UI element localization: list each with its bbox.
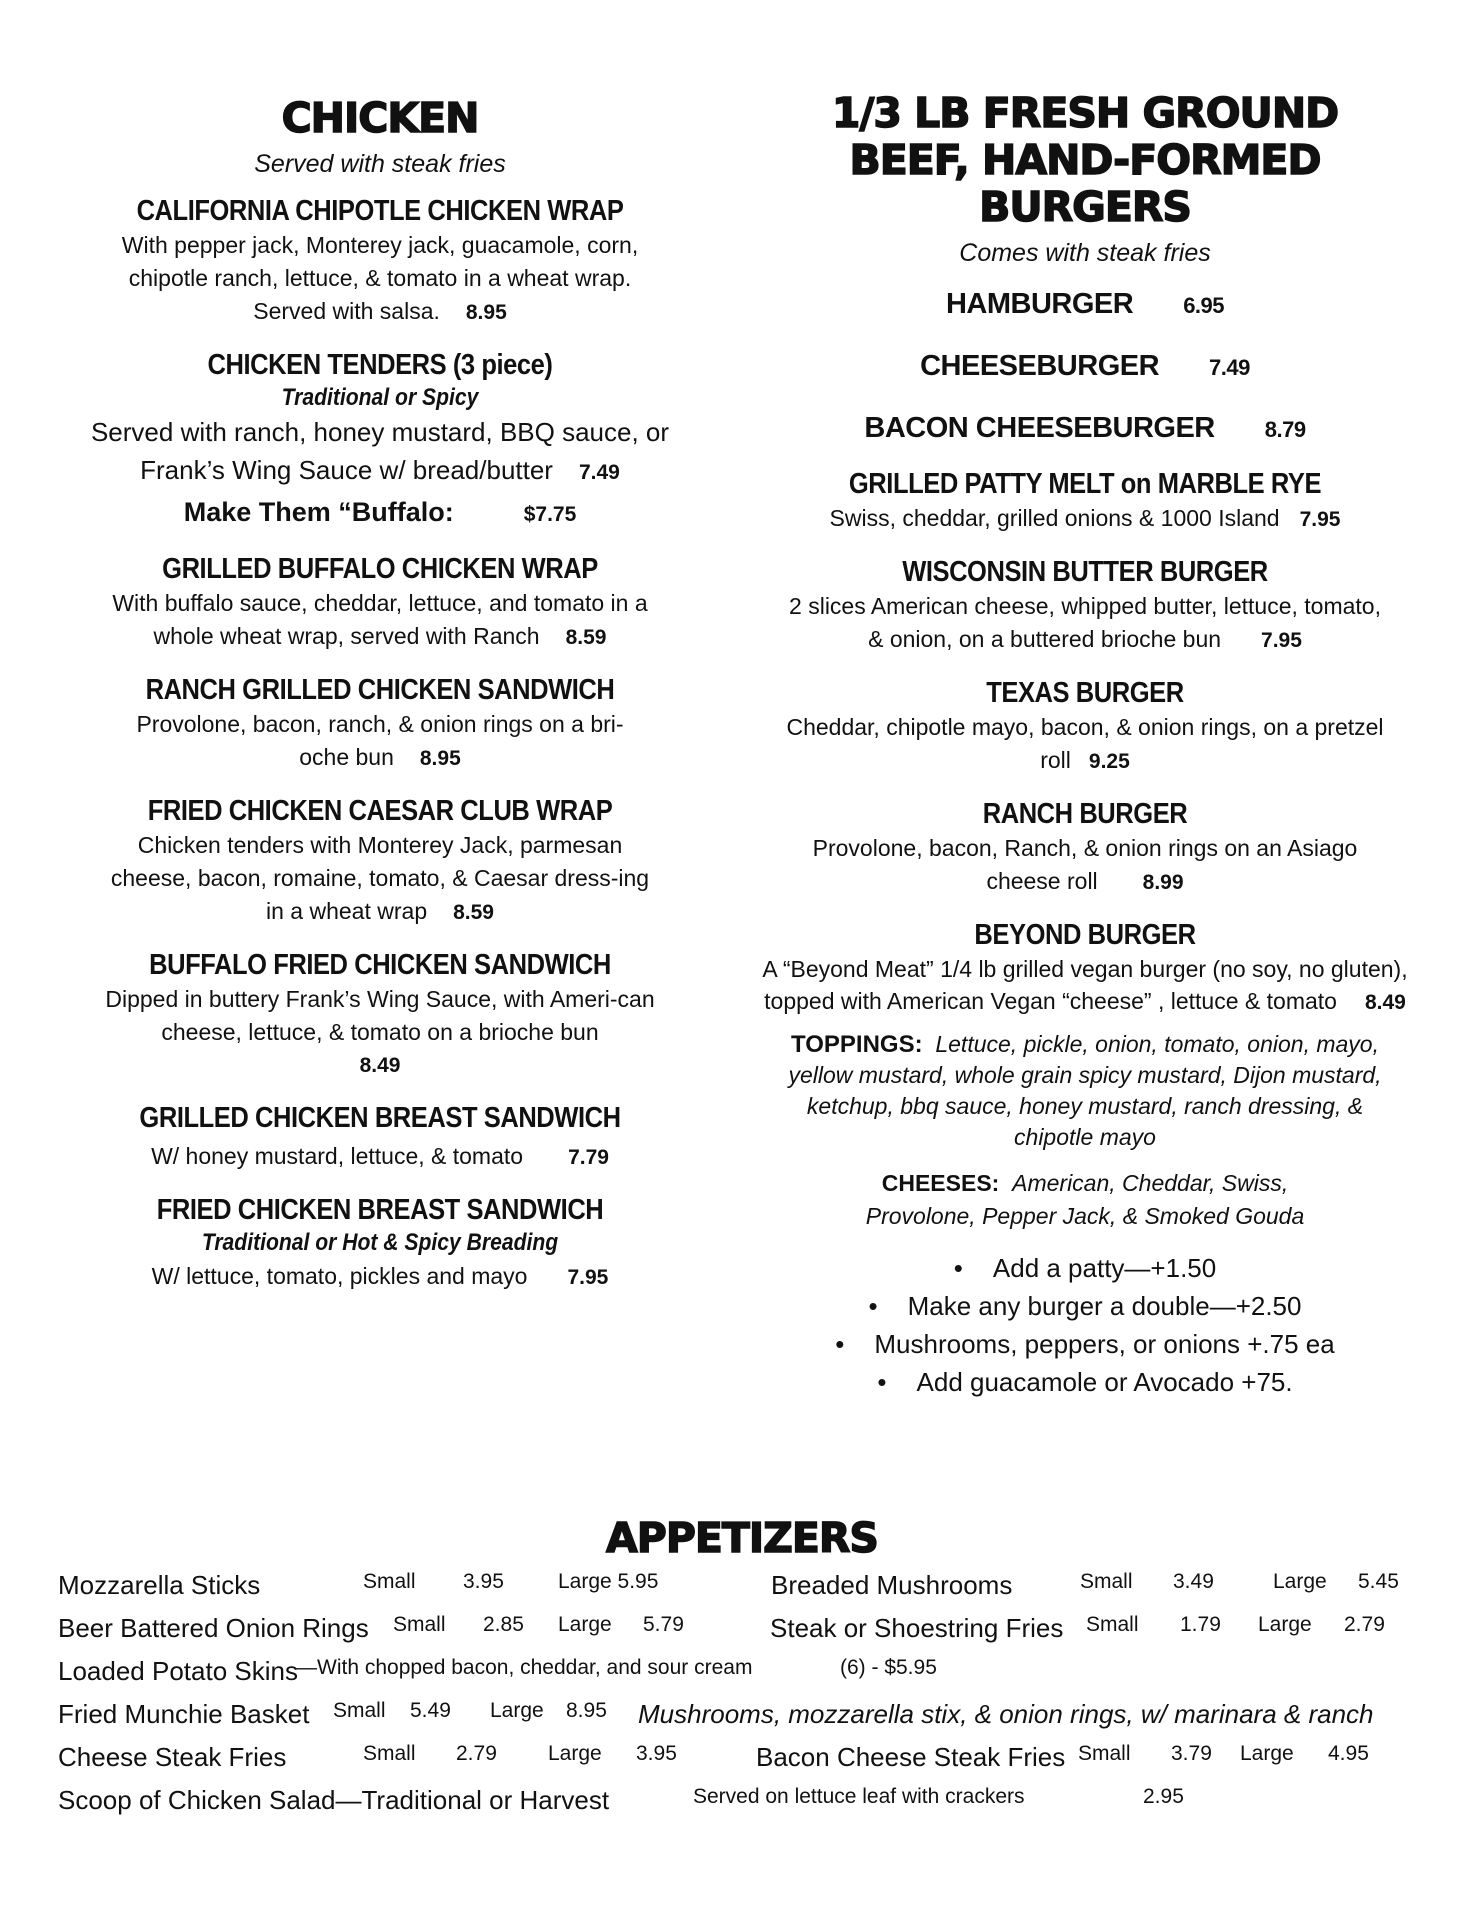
size-label: Small: [1086, 1613, 1139, 1636]
item-name: RANCH BURGER: [982, 798, 1188, 830]
burgers-title: 1/3 LB FRESH GROUND BEEF, HAND-FORMED BURGERS: [831, 89, 1339, 231]
app-name: Fried Munchie Basket: [58, 1699, 310, 1729]
item-price: 8.49: [359, 1054, 401, 1077]
item-name: HAMBURGER: [945, 288, 1134, 320]
cheeses-list: American, Cheddar, Swiss, Provolone, Pepper Jack, & Smoked Gouda: [865, 1170, 1305, 1229]
size-label: Large 5.95: [558, 1570, 659, 1593]
item-desc: With buffalo sauce, cheddar, lettuce, and tomato in a whole wheat wrap, served with Ranch: [112, 590, 648, 649]
item-price: 9.25: [1088, 750, 1130, 773]
item-price: 8.95: [419, 747, 461, 770]
menu-item: [75, 1100, 685, 1174]
size-label: Large: [1240, 1742, 1294, 1765]
app-name: Mozzarella Sticks: [58, 1570, 261, 1600]
toppings-list: Lettuce, pickle, onion, tomato, onion, mayo, yellow mustard, whole grain spicy mustard, Dijon mustard, ketchup, bbq sauce, honey mustard, ranch dressing, & chipotle mayo: [788, 1031, 1382, 1150]
toppings: [760, 1029, 1410, 1153]
cheeses-label: CHEESES:: [881, 1170, 1000, 1196]
item-name: BEYOND BURGER: [974, 919, 1196, 951]
appetizers-table: [58, 1570, 1448, 1828]
menu-item: [760, 348, 1410, 386]
item-desc: W/ honey mustard, lettuce, & tomato: [151, 1143, 524, 1169]
size-label: Small: [363, 1570, 416, 1593]
item-name: FRIED CHICKEN BREAST SANDWICH: [156, 1194, 604, 1226]
price: 3.95: [463, 1570, 504, 1593]
menu-item: [760, 796, 1410, 899]
app-name: Breaded Mushrooms: [771, 1570, 1013, 1600]
cheeses: [760, 1167, 1410, 1233]
burgers-section: [760, 90, 1410, 1401]
size-label: Small: [1078, 1742, 1131, 1765]
item-price: 6.95: [1183, 293, 1225, 318]
app-name: Steak or Shoestring Fries: [770, 1613, 1064, 1643]
size-label: Large: [1258, 1613, 1312, 1636]
menu-item: [75, 1192, 685, 1294]
price: 3.95: [636, 1742, 677, 1765]
item-name: RANCH GRILLED CHICKEN SANDWICH: [145, 674, 615, 706]
size-label: Large: [1273, 1570, 1327, 1593]
app-desc: Mushrooms, mozzarella stix, & onion rings, w/ marinara & ranch: [638, 1699, 1374, 1729]
table-row: [58, 1699, 1448, 1742]
price: 5.79: [643, 1613, 684, 1636]
item-desc: A “Beyond Meat” 1/4 lb grilled vegan burger (no soy, no gluten), topped with American Vegan “cheese” , lettuce & tomato: [762, 956, 1408, 1014]
item-price: 8.59: [453, 901, 494, 924]
item-name: GRILLED PATTY MELT on MARBLE RYE: [848, 468, 1322, 500]
item-name: BACON CHEESEBURGER: [864, 412, 1215, 444]
item-style: Traditional or Hot & Spicy Breading: [201, 1229, 559, 1256]
item-price: 8.95: [465, 301, 507, 324]
price: 3.49: [1173, 1570, 1214, 1593]
size-label: Large: [548, 1742, 602, 1765]
item-name: FRIED CHICKEN CAESAR CLUB WRAP: [147, 795, 613, 827]
item-desc: Cheddar, chipotle mayo, bacon, & onion rings, on a pretzel roll: [786, 714, 1384, 773]
buffalo-label: Make Them “Buffalo:: [183, 497, 454, 527]
item-price: 7.95: [567, 1266, 609, 1289]
list-item: • Make any burger a double—+2.50: [760, 1287, 1410, 1325]
menu-item: [760, 917, 1410, 1019]
item-desc: Swiss, cheddar, grilled onions & 1000 Island: [829, 505, 1280, 531]
buffalo-price: $7.75: [523, 503, 577, 526]
table-row: [58, 1613, 1448, 1656]
item-style: Traditional or Spicy: [281, 384, 479, 411]
menu-item: [75, 672, 685, 775]
price: 2.85: [483, 1613, 524, 1636]
item-name: BUFFALO FRIED CHICKEN SANDWICH: [149, 949, 611, 981]
chicken-subtitle: Served with steak fries: [254, 150, 506, 178]
item-price: 7.49: [578, 461, 620, 484]
menu-item: [760, 286, 1410, 324]
list-item: • Add guacamole or Avocado +75.: [760, 1363, 1410, 1401]
price: 2.79: [456, 1742, 497, 1765]
chicken-title: CHICKEN: [281, 94, 479, 142]
price: 3.79: [1171, 1742, 1212, 1765]
item-price: 8.49: [1364, 991, 1406, 1014]
size-label: Small: [393, 1613, 446, 1636]
appetizers-section: [0, 1515, 1484, 1562]
app-name: Bacon Cheese Steak Fries: [756, 1742, 1066, 1772]
appetizers-title: APPETIZERS: [606, 1514, 878, 1562]
size-label: Large: [558, 1613, 612, 1636]
item-desc: W/ lettuce, tomato, pickles and mayo: [151, 1263, 528, 1289]
chicken-section: [75, 95, 685, 1312]
item-desc: Dipped in buttery Frank’s Wing Sauce, with Ameri-can cheese, lettuce, & tomato on a brioche bun: [105, 986, 655, 1045]
item-desc: 2 slices American cheese, whipped butter, lettuce, tomato, & onion, on a buttered brioche bun: [789, 593, 1381, 652]
price: (6) - $5.95: [840, 1656, 937, 1679]
menu-item: [75, 793, 685, 929]
item-price: 7.95: [1299, 508, 1341, 531]
price: 4.95: [1328, 1742, 1369, 1765]
item-name: TEXAS BURGER: [986, 677, 1184, 709]
item-price: 8.99: [1142, 871, 1184, 894]
item-name: GRILLED BUFFALO CHICKEN WRAP: [162, 553, 598, 585]
item-price: 7.49: [1209, 355, 1250, 380]
size-label: Small: [363, 1742, 416, 1765]
item-desc: Provolone, bacon, Ranch, & onion rings on an Asiago cheese roll: [812, 835, 1358, 894]
item-name: GRILLED CHICKEN BREAST SANDWICH: [139, 1102, 621, 1134]
item-desc: Served with ranch, honey mustard, BBQ sauce, or Frank’s Wing Sauce w/ bread/butter: [90, 417, 670, 485]
item-name: CHICKEN TENDERS (3 piece): [207, 349, 553, 381]
list-item: • Add a patty—+1.50: [760, 1249, 1410, 1287]
price: 2.95: [1143, 1785, 1184, 1808]
menu-item: [75, 551, 685, 654]
menu-item: [75, 193, 685, 329]
app-desc: —With chopped bacon, cheddar, and sour cream: [296, 1656, 753, 1679]
item-desc: With pepper jack, Monterey jack, guacamole, corn, chipotle ranch, lettuce, & tomato in a wheat wrap. Served with salsa.: [121, 232, 639, 324]
app-desc: Served on lettuce leaf with crackers: [693, 1785, 1025, 1808]
list-item: • Mushrooms, peppers, or onions +.75 ea: [760, 1325, 1410, 1363]
item-name: CHEESEBURGER: [920, 350, 1160, 382]
table-row: [58, 1570, 1448, 1613]
menu-item: [75, 947, 685, 1082]
item-name: WISCONSIN BUTTER BURGER: [902, 556, 1268, 588]
price: 5.49: [410, 1699, 451, 1722]
menu-item: [760, 466, 1410, 536]
price: 5.45: [1358, 1570, 1399, 1593]
app-name: Cheese Steak Fries: [58, 1742, 287, 1772]
item-desc: Chicken tenders with Monterey Jack, parmesan cheese, bacon, romaine, tomato, & Caesar dress-ing in a wheat wrap: [110, 832, 650, 924]
table-row: [58, 1656, 1448, 1699]
price: 1.79: [1180, 1613, 1221, 1636]
size-label: Large: [490, 1699, 544, 1722]
price: 2.79: [1344, 1613, 1385, 1636]
menu-item: [760, 554, 1410, 657]
menu-item: [75, 347, 685, 533]
item-price: 8.59: [565, 626, 607, 649]
price: 8.95: [566, 1699, 607, 1722]
item-name: CALIFORNIA CHIPOTLE CHICKEN WRAP: [136, 195, 624, 227]
item-price: 7.79: [568, 1146, 609, 1169]
app-name: Loaded Potato Skins: [58, 1656, 298, 1686]
item-desc: Provolone, bacon, ranch, & onion rings on a bri-oche bun: [136, 711, 624, 770]
toppings-label: TOPPINGS:: [790, 1031, 923, 1058]
menu-item: [760, 675, 1410, 778]
size-label: Small: [1080, 1570, 1133, 1593]
menu-item: [760, 410, 1410, 448]
item-price: 8.79: [1264, 417, 1306, 442]
size-label: Small: [333, 1699, 386, 1722]
app-name: Beer Battered Onion Rings: [58, 1613, 369, 1643]
app-name: Scoop of Chicken Salad—Traditional or Harvest: [58, 1785, 610, 1815]
table-row: [58, 1742, 1448, 1785]
addons-list: [760, 1249, 1410, 1401]
item-price: 7.95: [1261, 629, 1302, 652]
table-row: [58, 1785, 1448, 1828]
burgers-subtitle: Comes with steak fries: [959, 239, 1211, 267]
